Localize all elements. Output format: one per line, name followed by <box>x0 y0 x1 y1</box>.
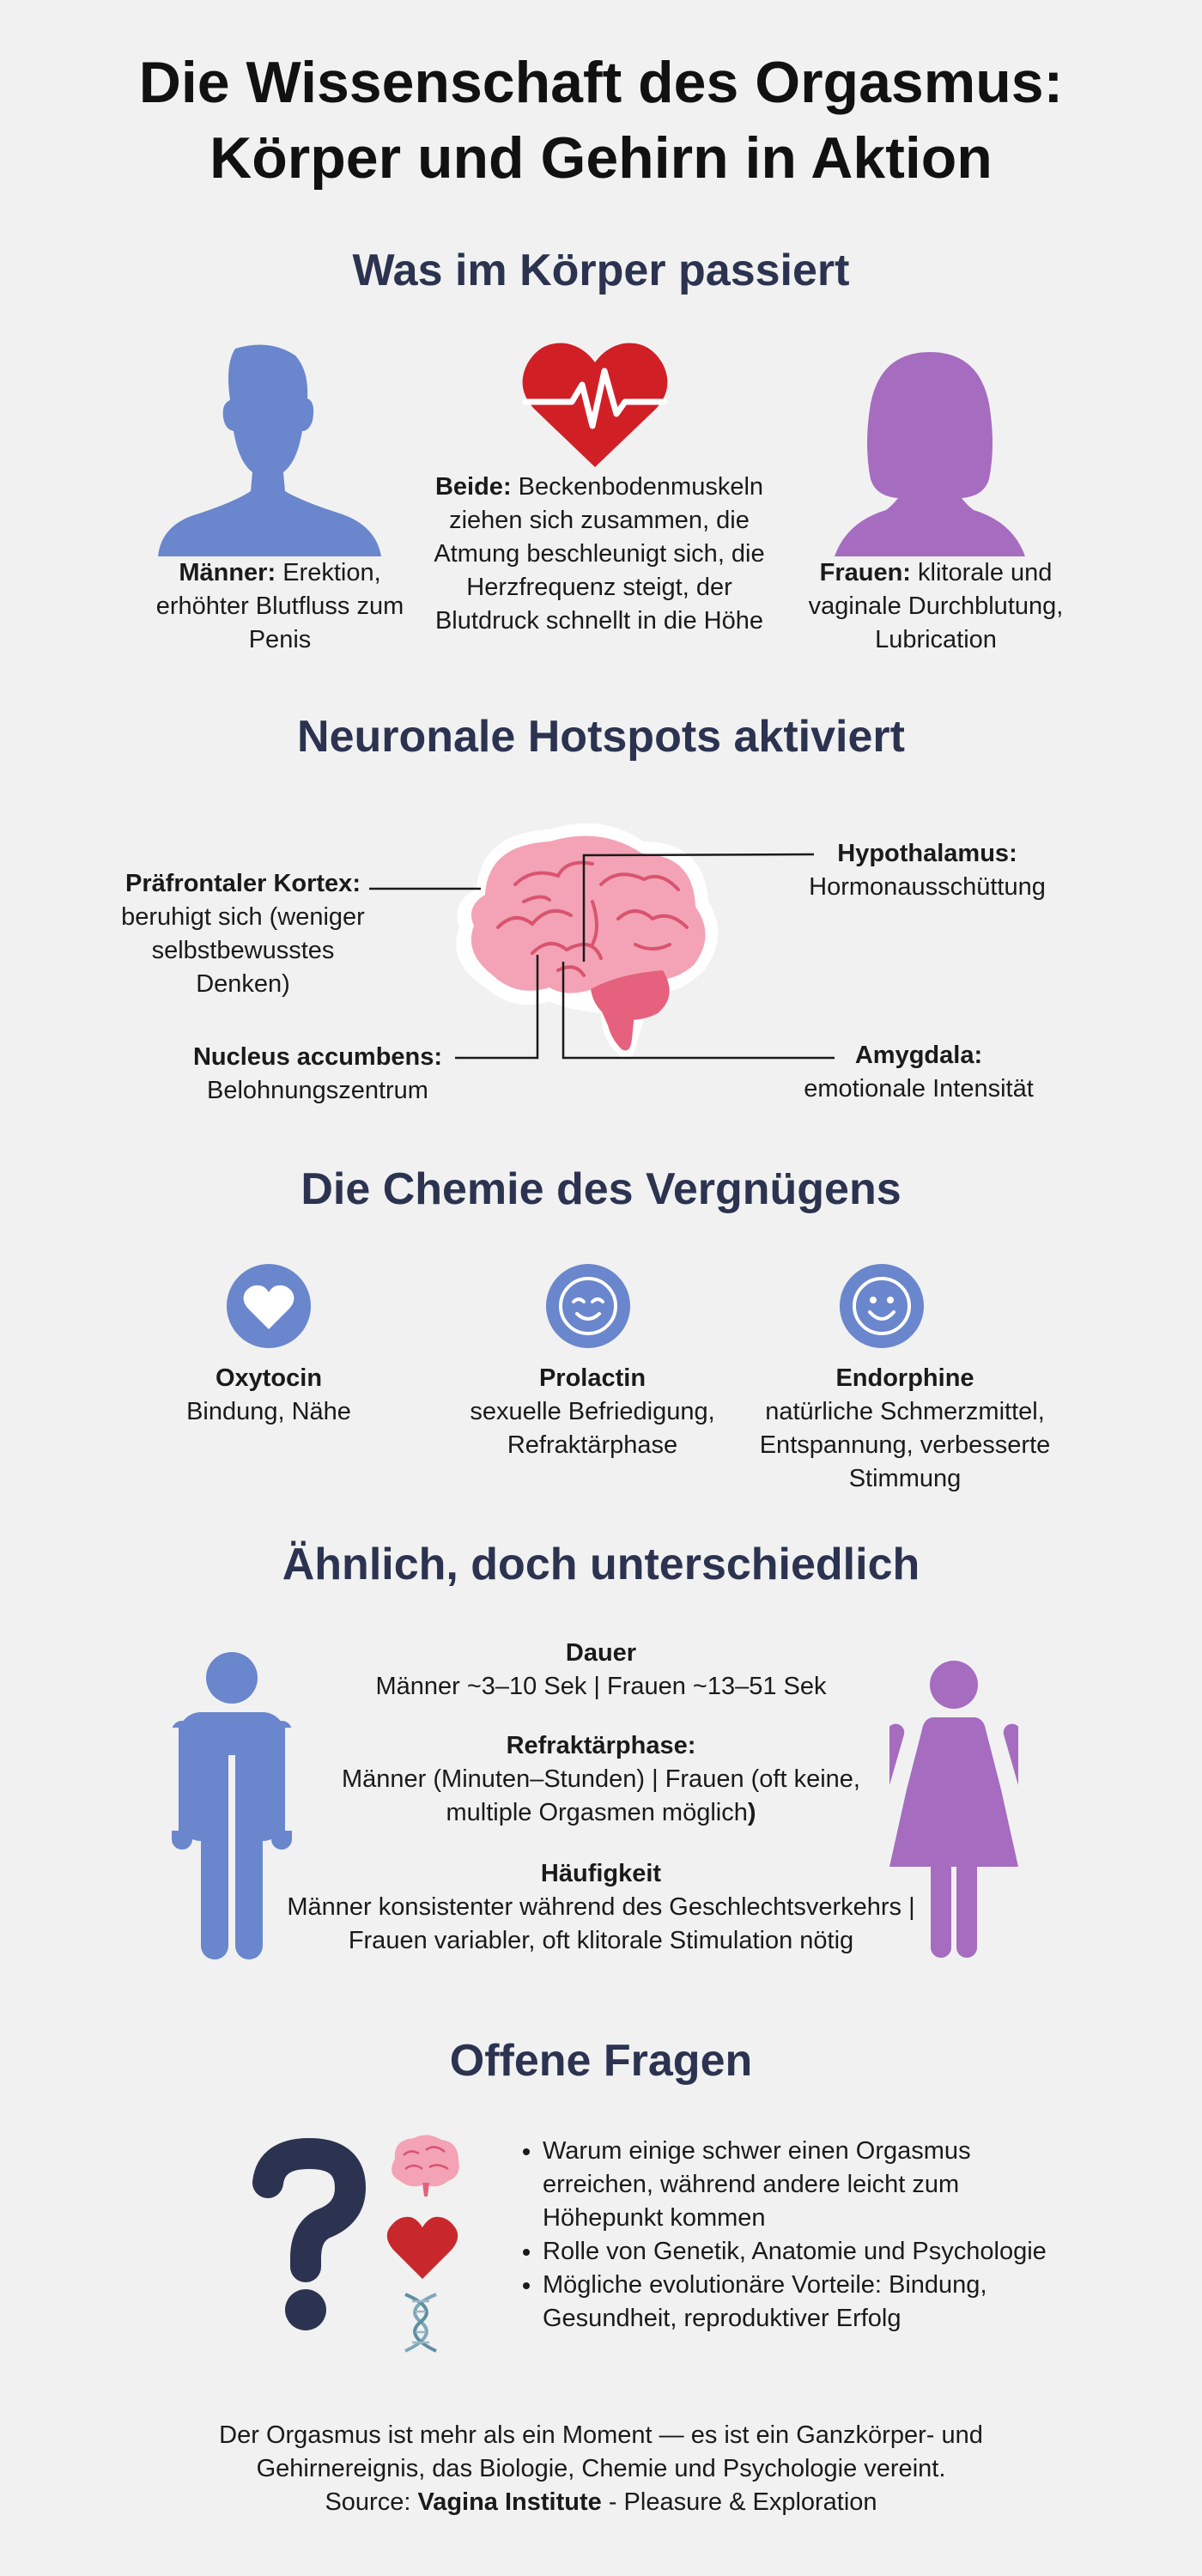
section-heading-differences: Ähnlich, doch unterschiedlich <box>282 1540 920 1589</box>
nucleus-text: Belohnungszentrum <box>207 1077 428 1104</box>
frequency-block <box>283 1857 919 1958</box>
prefrontal-label: Präfrontaler Kortex: <box>125 870 361 897</box>
endorphine-block <box>742 1362 1068 1496</box>
footer-summary: Der Orgasmus ist mehr als ein Moment — es ist ein Ganzkörper- und Gehirnereignis, das Biologie, Chemie und Psychologie vereint. <box>219 2421 983 2482</box>
hypothalamus-label <box>781 837 1073 904</box>
section-heading-body: Was im Körper passiert <box>352 246 850 295</box>
prolactin-text: sexuelle Befriedigung, Refraktärphase <box>470 1398 715 1459</box>
duration-text: Männer ~3–10 Sek | Frauen ~13–51 Sek <box>375 1673 827 1700</box>
endorphine-text: natürliche Schmerzmittel, Entspannung, verbesserte Stimmung <box>759 1398 1051 1492</box>
women-text: klitorale und vaginale Durchblutung, Lubrication <box>808 559 1064 653</box>
prolactin-block <box>451 1362 734 1462</box>
footer <box>189 2419 1013 2519</box>
heartbeat-heart-icon <box>522 340 668 469</box>
male-silhouette-icon <box>156 342 383 556</box>
male-figure-icon <box>172 1652 292 1961</box>
source-name: Vagina Institute <box>417 2488 602 2516</box>
source-label: Source: <box>325 2488 411 2516</box>
heart-icon <box>227 1264 311 1348</box>
both-text: Beckenbodenmuskeln ziehen sich zusammen, die Atmung beschleunigt sich, die Herzfrequenz steigt, der Blutdruck schnellt in die Höhe <box>434 473 765 635</box>
oxytocin-label: Oxytocin <box>215 1364 323 1392</box>
frequency-label: Häufigkeit <box>540 1860 662 1887</box>
question-mark-icon <box>249 2138 369 2336</box>
question-item: • Mögliche evolutionäre Vorteile: Bindung, Gesundheit, reproduktiver Erfolg <box>543 2269 1047 2336</box>
prefrontal-text: beruhigt sich (weniger selbstbewusstes Denken) <box>121 903 365 998</box>
amygdala-text: emotionale Intensität <box>804 1075 1034 1103</box>
oxytocin-text: Bindung, Nähe <box>186 1398 351 1425</box>
nucleus-label: Nucleus accumbens: <box>192 1043 443 1071</box>
refractory-block <box>318 1729 884 1830</box>
page-title <box>0 45 1202 196</box>
footer-source <box>189 2486 1013 2519</box>
both-label: Beide: <box>434 473 512 501</box>
content-face-icon <box>546 1264 630 1348</box>
refractory-text: Männer (Minuten–Stunden) | Frauen (oft keine, multiple Orgasmen möglich <box>342 1765 860 1826</box>
title-line-2: Körper und Gehirn in Aktion <box>209 125 993 191</box>
smiley-face-icon <box>840 1264 924 1348</box>
men-text: Erektion, erhöhter Blutfluss zum Penis <box>155 559 404 653</box>
small-brain-icon <box>385 2133 462 2198</box>
title-line-1: Die Wissenschaft des Orgasmus: <box>138 50 1064 115</box>
amygdala-label-text: Amygdala: <box>854 1042 983 1069</box>
nucleus-accumbens-label <box>172 1041 464 1108</box>
men-body-text <box>153 556 407 657</box>
women-body-text <box>790 556 1082 657</box>
hypothalamus-text: Hormonausschüttung <box>809 873 1046 901</box>
open-questions-list <box>515 2135 1047 2336</box>
prolactin-label: Prolactin <box>538 1364 647 1392</box>
prefrontal-cortex-label <box>101 867 385 1001</box>
question-item: • Warum einige schwer einen Orgasmus erreichen, während andere leicht zum Höhepunkt kommen <box>543 2135 1047 2235</box>
refractory-label: Refraktärphase: <box>506 1732 696 1759</box>
section-heading-questions: Offene Fragen <box>449 2036 753 2086</box>
section-heading-brain: Neuronale Hotspots aktiviert <box>297 712 905 762</box>
duration-block <box>318 1637 884 1704</box>
both-body-text <box>419 471 780 638</box>
amygdala-label <box>773 1039 1065 1106</box>
female-silhouette-icon <box>829 350 1030 556</box>
oxytocin-block <box>144 1362 393 1429</box>
hypothalamus-label-text: Hypothalamus: <box>837 840 1017 867</box>
source-suffix: - Pleasure & Exploration <box>608 2488 877 2516</box>
red-heart-icon <box>386 2215 458 2279</box>
women-label: Frauen: <box>819 559 911 586</box>
frequency-text: Männer konsistenter während des Geschlechtsverkehrs | Frauen variabler, oft klitorale Stimulation nötig <box>287 1893 915 1954</box>
men-label: Männer: <box>179 559 276 586</box>
dna-icon <box>395 2291 446 2354</box>
endorphine-label: Endorphine <box>835 1364 974 1392</box>
duration-label: Dauer <box>565 1639 637 1667</box>
question-item: • Rolle von Genetik, Anatomie und Psychologie <box>543 2235 1047 2269</box>
section-heading-chemistry: Die Chemie des Vergnügens <box>300 1164 902 1214</box>
refractory-close-paren: ) <box>747 1799 756 1826</box>
